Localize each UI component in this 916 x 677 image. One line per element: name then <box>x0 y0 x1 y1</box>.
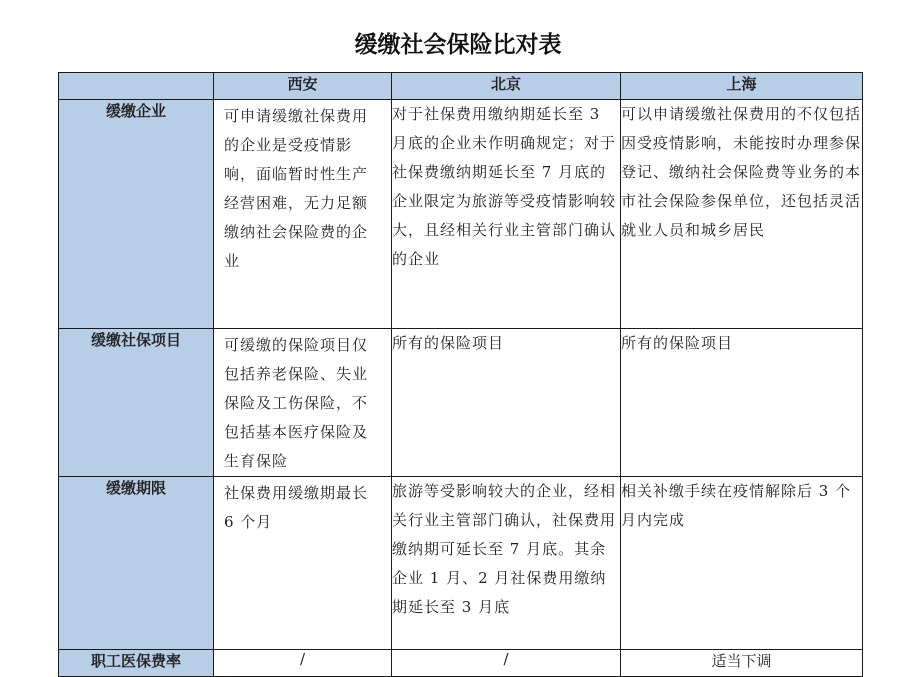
table-cell: 可缓缴的保险项目仅包括养老保险、失业保险及工伤保险，不包括基本医疗保险及生育保险 <box>214 329 392 477</box>
table-cell: 所有的保险项目 <box>621 329 863 477</box>
column-header-shanghai: 上海 <box>621 73 863 100</box>
table-cell: 社保费用缓缴期最长 6 个月 <box>214 477 392 650</box>
table-cell: / <box>214 650 392 677</box>
table-row <box>59 329 863 477</box>
table-header-row <box>59 73 863 100</box>
table-cell: 相关补缴手续在疫情解除后 3 个月内完成 <box>621 477 863 650</box>
row-header-medical-insurance-rate: 职工医保费率 <box>59 650 214 677</box>
column-header-xian: 西安 <box>214 73 392 100</box>
page-title: 缓缴社会保险比对表 <box>354 32 562 58</box>
table-cell: 可以申请缓缴社保费用的不仅包括因受疫情影响，未能按时办理参保登记、缴纳社会保险费等业务的本市社会保险参保单位，还包括灵活就业人员和城乡居民 <box>621 100 863 329</box>
row-header-deferred-enterprises: 缓缴企业 <box>59 100 214 329</box>
table-cell: 对于社保费用缴纳期延长至 3 月底的企业未作明确规定；对于社保费缴纳期延长至 7 月底的企业限定为旅游等受疫情影响较大，且经相关行业主管部门确认的企业 <box>392 100 621 329</box>
comparison-table <box>58 72 863 677</box>
row-header-deferral-period: 缓缴期限 <box>59 477 214 650</box>
row-header-deferred-items: 缓缴社保项目 <box>59 329 214 477</box>
table-row <box>59 100 863 329</box>
corner-cell <box>59 73 214 100</box>
table-row <box>59 477 863 650</box>
table-cell: 旅游等受影响较大的企业，经相关行业主管部门确认，社保费用缴纳期可延长至 7 月底。其余企业 1 月、2 月社保费用缴纳期延长至 3 月底 <box>392 477 621 650</box>
table-row <box>59 650 863 677</box>
table-cell: 可申请缓缴社保费用的企业是受疫情影响，面临暂时性生产经营困难，无力足额缴纳社会保险费的企业 <box>214 100 392 329</box>
table-cell: / <box>392 650 621 677</box>
table-cell: 所有的保险项目 <box>392 329 621 477</box>
table-cell: 适当下调 <box>621 650 863 677</box>
column-header-beijing: 北京 <box>392 73 621 100</box>
